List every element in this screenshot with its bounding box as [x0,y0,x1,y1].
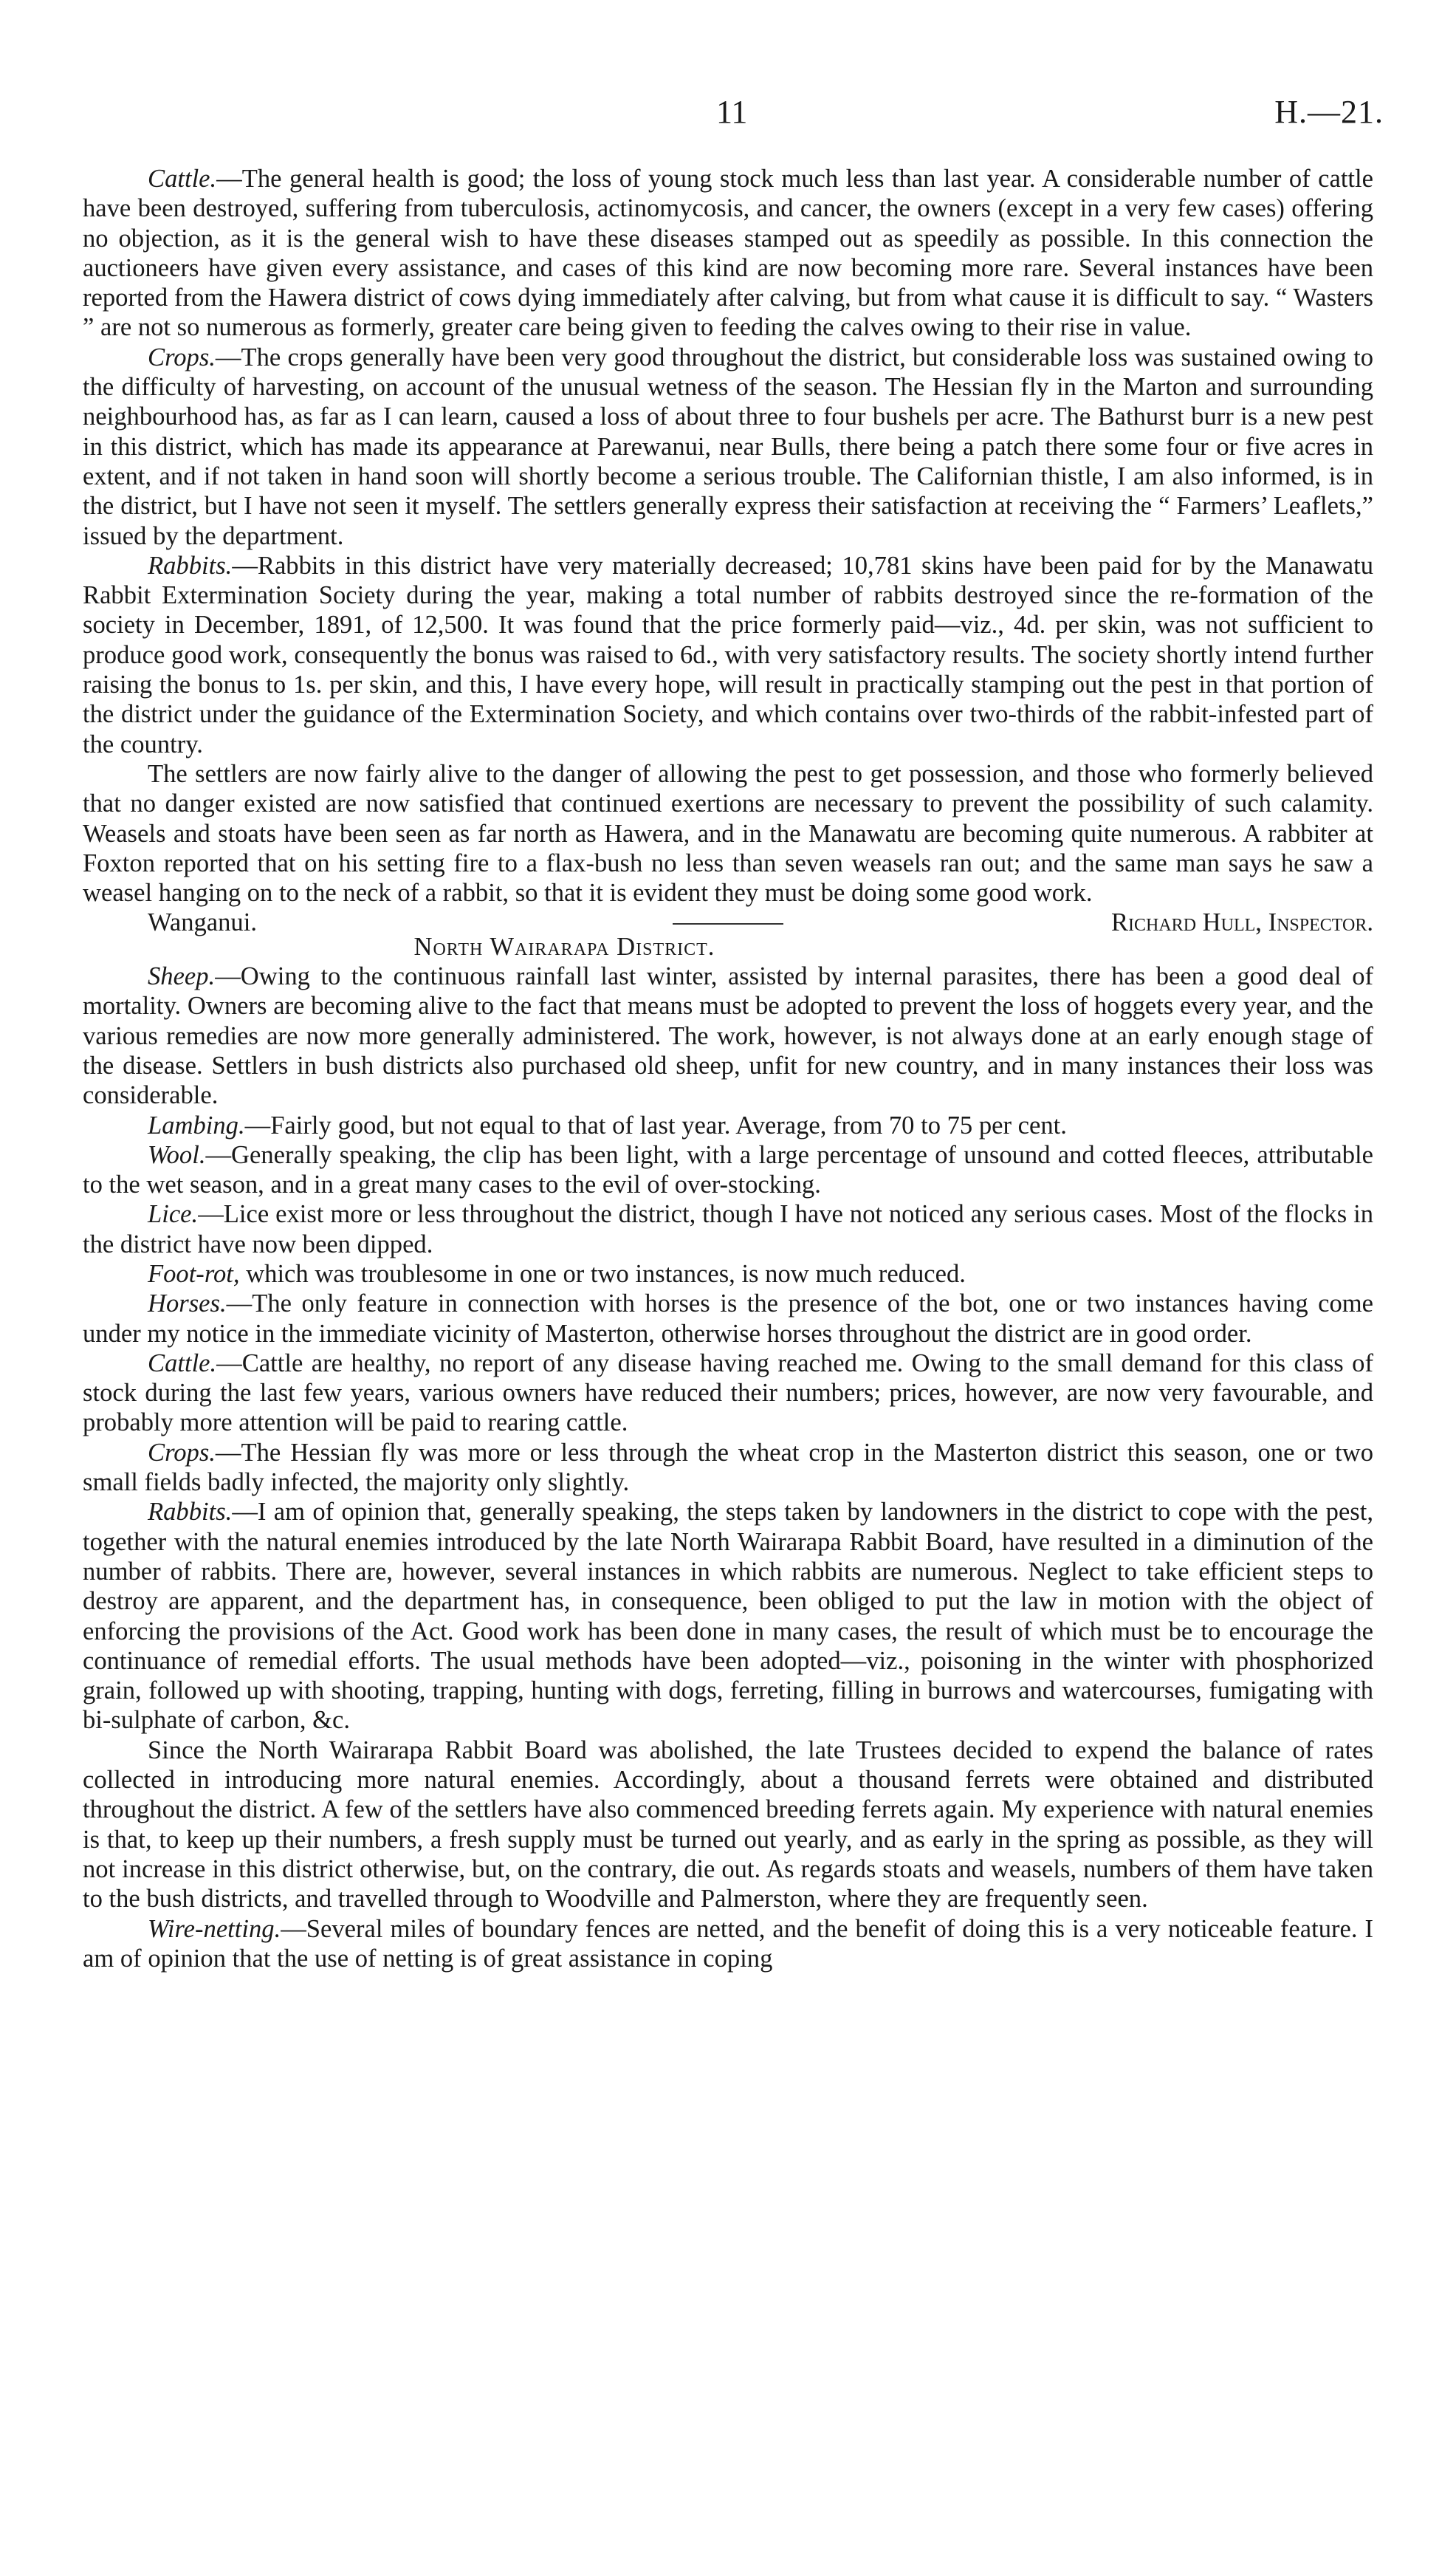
inspector-signature: Richard Hull, Inspector. [1110,908,1373,937]
paragraph-footrot [83,1259,1373,1289]
paragraph-rabbit-board [83,1736,1373,1914]
paragraph-text: —The crops generally have been very good throughout the district, but considerable loss was sustained owing to the difficulty of harvesting, on account of the unusual wetness of the season. The Hessian fly in the Marton and surrounding neighbourhood has, as far as I can learn, caused a loss of about three to four bushels per acre. The Bathurst burr is a new pest in this district, which has made its appearance at Parewanui, near Bulls, there being a patch there some four or five acres in extent, and if not taken in hand soon will shortly become a serious trouble. The Californian thistle, I am also informed, is in the district, but I have not seen it myself. The settlers generally express their satisfaction at receiving the “ Farmers’ Leaflets,” issued by the department. [83,343,1373,550]
paragraph-text: —Owing to the continuous rainfall last winter, assisted by internal parasites, there has been a good deal of mortality. Owners are becoming alive to the fact that means must be adopted to prevent the loss of hoggets every year, and the various remedies are now more generally administered. The work, however, is not always done at an early enough stage of the disease. Settlers in bush districts also purchased old sheep, unfit for new country, and in many instances their loss was considerable. [83,962,1373,1110]
paragraph-label: Foot-rot, [148,1259,240,1288]
paragraph-label: Lambing. [148,1111,245,1140]
paragraph-label: Rabbits. [148,551,233,580]
section-divider [673,923,783,925]
paragraph-wool [83,1140,1373,1200]
paragraph-text: The settlers are now fairly alive to the danger of allowing the pest to get possession, and those who formerly believed that no danger existed are now satisfied that continued exertions are necessary to prevent the possibility of such calamity. Weasels and stoats have been seen as far north as Hawera, and in the Manawatu are becoming quite numerous. A rabbiter at Foxton reported that on his setting fire to a flax-bush no less than seven weasels ran out; and the same man says he saw a weasel hanging on to the neck of a rabbit, so that it is evident they must be doing some good work. [83,759,1373,908]
paragraph-text: —The Hessian fly was more or less through the wheat crop in the Masterton district this season, one or two small fields badly infected, the majority only slightly. [83,1438,1373,1497]
paragraph-text: Since the North Wairarapa Rabbit Board was abolished, the late Trustees decided to expend the balance of rates collected in introducing more natural enemies. Accordingly, about a thousand ferrets were obtained and distributed throughout the district. A few of the settlers have also commenced breeding ferrets again. My experience with natural enemies is that, to keep up their numbers, a fresh supply must be turned out yearly, and as early in the spring as possible, as they will not increase in this district otherwise, but, on the contrary, die out. As regards stoats and weasels, numbers of them have taken to the bush districts, and travelled through to Woodville and Palmerston, where they are frequently seen. [83,1736,1373,1913]
paragraph-crops [83,343,1373,551]
paragraph-label: Cattle. [148,1349,217,1377]
paragraph-lice [83,1199,1373,1259]
paragraph-label: Cattle. [148,165,217,193]
place-name: Wanganui. [148,908,257,937]
paragraph-label: Wool. [148,1140,206,1169]
paragraph-cattle [83,164,1373,343]
paragraph-text: —I am of opinion that, generally speaking, the steps taken by landowners in the district to cope with the pest, together with the natural enemies introduced by the late North Wairarapa Rabbit Board, have resulted in a diminution of the number of rabbits. There are, however, several instances in which rabbits are numerous. Neglect to take efficient steps to destroy are apparent, and the department has, in consequence, been obliged to put the law in motion with the object of enforcing the provisions of the Act. Good work has been done in many cases, the result of which must be to encourage the continuance of remedial efforts. The usual methods have been adopted—viz., poisoning in the winter with phosphorized grain, followed up with shooting, trapping, hunting with dogs, ferreting, filling in burrows and watercourses, fumigating with bi-sulphate of carbon, &c. [83,1498,1373,1735]
paragraph-text: —The general health is good; the loss of young stock much less than last year. A considerable number of cattle have been destroyed, suffering from tuberculosis, actinomycosis, and cancer, the owners (except in a very few cases) offering no objection, as it is the general wish to have these diseases stamped out as speedily as possible. In this connection the auctioneers have given every assistance, and cases of this kind are now becoming more rare. Several instances have been reported from the Hawera district of cows dying immediately after calving, but from what cause it is difficult to say. “ Wasters ” are not so numerous as formerly, greater care being given to feeding the calves owing to their rise in value. [83,165,1373,342]
paragraph-label: Sheep. [148,962,216,991]
paragraph-sheep [83,962,1373,1110]
page-number: 11 [716,94,748,130]
paragraph-text: —The only feature in connection with horses is the presence of the bot, one or two instances having come under my notice in the immediate vicinity of Masterton, otherwise horses throughout the district are in good order. [83,1289,1373,1348]
paragraph-text: —Fairly good, but not equal to that of last year. Average, from 70 to 75 per cent. [244,1111,1067,1140]
page-header [0,93,1456,137]
document-reference: H.—21. [1274,94,1384,130]
paragraph-label: Horses. [148,1289,227,1318]
paragraph-label: Wire-netting. [148,1914,281,1943]
paragraph-text: —Cattle are healthy, no report of any disease having reached me. Owing to the small demand for this class of stock during the last few years, various owners have reduced their numbers; prices, however, are now very favourable, and probably more attention will be paid to rearing cattle. [83,1349,1373,1437]
paragraph-text: —Several miles of boundary fences are netted, and the benefit of doing this is a very noticeable feature. I am of opinion that the use of netting is of great assistance in coping [83,1914,1373,1973]
paragraph-rabbits-north [83,1497,1373,1735]
paragraph-text: —Generally speaking, the clip has been light, with a large percentage of unsound and cotted fleeces, attributable to the wet season, and in a great many cases to the evil of over-stocking. [83,1140,1373,1199]
paragraph-wire-netting [83,1914,1373,1974]
paragraph-text: —Lice exist more or less throughout the district, though I have not noticed any serious cases. Most of the flocks in the district have now been dipped. [83,1200,1373,1258]
paragraph-crops-north [83,1438,1373,1498]
paragraph-lambing [83,1111,1373,1140]
paragraph-cattle-north [83,1349,1373,1438]
paragraph-label: Rabbits. [148,1498,233,1527]
paragraph-rabbits [83,551,1373,759]
paragraph-label: Crops. [148,1438,216,1467]
paragraph-horses [83,1289,1373,1349]
district-heading: North Wairarapa District. [413,932,715,961]
report-body [83,164,1373,1973]
paragraph-text: —Rabbits in this district have very materially decreased; 10,781 skins have been paid for by the Manawatu Rabbit Extermination Society during the year, making a total number of rabbits destroyed since the re-formation of the society in December, 1891, of 12,500. It was found that the price formerly paid—viz., 4d. per skin, was not sufficient to produce good work, consequently the bonus was raised to 6d., with very satisfactory results. The society shortly intend further raising the bonus to 1s. per skin, and this, I have every hope, will result in practically stamping out the pest in that portion of the district under the guidance of the Extermination Society, and which contains over two-thirds of the rabbit-infested part of the country. [83,551,1373,758]
paragraph-label: Lice. [148,1200,199,1229]
paragraph-text: which was troublesome in one or two instances, is now much reduced. [239,1259,966,1288]
paragraph-label: Crops. [148,343,216,371]
